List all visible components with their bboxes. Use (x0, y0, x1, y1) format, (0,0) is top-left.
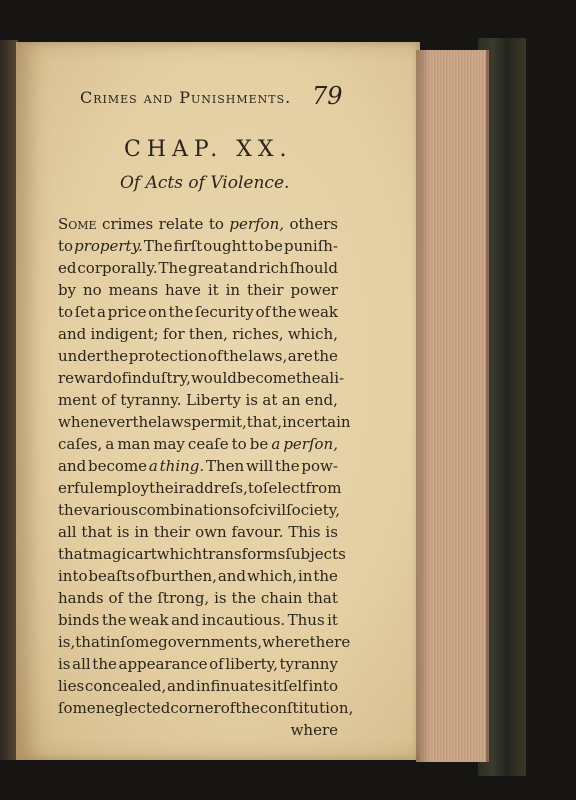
word: infinuates (196, 677, 272, 695)
word: of (207, 347, 223, 365)
word: art (134, 545, 157, 563)
word: may (153, 435, 185, 453)
word: This (288, 523, 321, 541)
word: the (313, 567, 338, 585)
word: ſome (120, 633, 159, 651)
word: binds (58, 611, 100, 629)
text-line (58, 345, 338, 367)
word: which, (287, 325, 338, 343)
word: which (156, 545, 203, 563)
word: the (275, 457, 300, 475)
word: crimes (102, 215, 154, 233)
word: The (158, 259, 188, 277)
word: ment (58, 391, 97, 409)
word: at (262, 391, 278, 409)
word: employ (94, 479, 150, 497)
word: become (88, 457, 148, 475)
text-line (58, 675, 338, 697)
word: ali- (320, 369, 345, 387)
word: from (305, 479, 342, 497)
word: and (58, 457, 87, 475)
word: rich (258, 259, 289, 277)
word: by (58, 281, 77, 299)
word: whenever (58, 413, 133, 431)
word: weak (298, 303, 338, 321)
word: all (72, 655, 91, 673)
word: the (295, 369, 321, 387)
word: the (313, 347, 338, 365)
text-line (58, 323, 338, 345)
word: addreſs, (185, 479, 248, 497)
word: of (136, 567, 151, 585)
word: the (92, 655, 117, 673)
word: then, (188, 325, 228, 343)
text-line (58, 301, 338, 323)
word: and (171, 611, 200, 629)
word: of (209, 655, 224, 673)
word: a (148, 457, 158, 475)
word: laws, (248, 347, 288, 365)
word: that (58, 545, 89, 563)
word: property. (74, 237, 143, 255)
word: to (208, 215, 224, 233)
word: of (108, 589, 124, 607)
word: erful (58, 479, 95, 497)
word: great (188, 259, 229, 277)
text-line (58, 543, 346, 565)
word: power (290, 281, 338, 299)
word: others (289, 215, 338, 233)
text-line (58, 499, 341, 521)
word: the (223, 347, 248, 365)
word: concealed, (84, 677, 167, 695)
word: civil (254, 501, 287, 519)
text-line (58, 433, 338, 455)
word: of (101, 391, 116, 409)
word: ought (203, 237, 248, 255)
word: for (162, 325, 185, 343)
word: Thus (287, 611, 325, 629)
running-head: Crimes and Punishments. (80, 88, 292, 107)
word: the (168, 303, 194, 321)
word: of (255, 303, 271, 321)
word: ſubjects (285, 545, 346, 563)
word: where (262, 633, 310, 651)
word: that, (246, 413, 283, 431)
word: the (127, 589, 153, 607)
word: their (149, 479, 186, 497)
word: Liberty (186, 391, 241, 409)
text-line (58, 697, 354, 719)
word: perſon, (283, 435, 338, 453)
word: is, (58, 633, 76, 651)
word: where (290, 721, 338, 739)
word: ſtrong, (157, 589, 210, 607)
word: a (105, 435, 115, 453)
word: of (220, 699, 236, 717)
word: it (327, 611, 338, 629)
word: neglected (95, 699, 171, 717)
word: that (75, 633, 106, 651)
word: Some (58, 215, 97, 233)
word: to (58, 303, 74, 321)
word: in (105, 633, 121, 651)
text-line (58, 257, 338, 279)
word: the (231, 589, 257, 607)
word: various (82, 501, 139, 519)
word: incautious. (201, 611, 286, 629)
word: an (281, 391, 301, 409)
word: chain (260, 589, 303, 607)
word: thing. (159, 457, 205, 475)
word: to (248, 237, 264, 255)
word: conſtitution, (259, 699, 354, 717)
word: on (148, 303, 167, 321)
word: corner (170, 699, 221, 717)
text-line (58, 719, 338, 741)
word: the (101, 611, 127, 629)
word: itſelf (272, 677, 308, 695)
word: laws (157, 413, 192, 431)
word: have (164, 281, 201, 299)
text-line (58, 653, 338, 675)
word: favour. (231, 523, 284, 541)
word: to (247, 479, 263, 497)
word: means (108, 281, 159, 299)
word: is (245, 391, 258, 409)
word: burthen, (151, 567, 217, 585)
word: magic (88, 545, 135, 563)
word: ſet (74, 303, 96, 321)
word: reward (58, 369, 113, 387)
word: would (190, 369, 237, 387)
word: there (309, 633, 351, 651)
word: induſtry, (127, 369, 191, 387)
word: in (297, 567, 313, 585)
word: hands (58, 589, 104, 607)
word: of (112, 369, 128, 387)
word: under (58, 347, 103, 365)
chapter-subtitle: Of Acts of Violence. (120, 173, 290, 193)
word: liberty, (225, 655, 278, 673)
word: and (167, 677, 196, 695)
word: into (308, 677, 338, 695)
word: the (132, 413, 158, 431)
word: ceaſe (187, 435, 229, 453)
word: protection (128, 347, 208, 365)
word: of (240, 501, 255, 519)
word: the (271, 303, 297, 321)
word: perfon, (229, 215, 285, 233)
word: ſhould (289, 259, 338, 277)
word: their (153, 523, 191, 541)
word: price (107, 303, 147, 321)
word: appearance (118, 655, 208, 673)
word: will (245, 457, 274, 475)
word: that (81, 523, 113, 541)
word: no (83, 281, 102, 299)
word: in (282, 413, 297, 431)
word: is (214, 589, 227, 607)
word: relate (158, 215, 204, 233)
word: end, (304, 391, 338, 409)
word: puniſh- (283, 237, 338, 255)
word: riches, (232, 325, 284, 343)
word: and (217, 567, 247, 585)
body-text (58, 213, 354, 741)
text-line (58, 609, 338, 631)
word: the (103, 347, 129, 365)
word: that (307, 589, 338, 607)
word: become (236, 369, 296, 387)
word: be (264, 237, 283, 255)
word: a (271, 435, 281, 453)
text-line (58, 235, 338, 257)
word: ſelect (262, 479, 306, 497)
word: and (58, 325, 87, 343)
word: into (58, 567, 88, 585)
word: and (229, 259, 258, 277)
word: pow- (301, 457, 338, 475)
text-line (58, 631, 351, 653)
word: to (231, 435, 247, 453)
word: be (249, 435, 269, 453)
chapter-title: CHAP. XX. (124, 137, 293, 162)
word: man (117, 435, 151, 453)
text-line (58, 411, 351, 433)
word: combinations (138, 501, 241, 519)
word: weak (128, 611, 169, 629)
word: ſome (58, 699, 96, 717)
word: tyranny (279, 655, 338, 673)
word: ſociety, (286, 501, 341, 519)
word: The (143, 237, 173, 255)
text-line (58, 477, 342, 499)
word: own (195, 523, 227, 541)
word: caſes, (58, 435, 103, 453)
word: a (96, 303, 106, 321)
word: Then (205, 457, 245, 475)
word: which, (246, 567, 298, 585)
page-number: 79 (312, 82, 343, 110)
page-edge-shadow (416, 50, 430, 762)
text-line (58, 389, 338, 411)
text-line (58, 587, 338, 609)
word: the (58, 501, 83, 519)
word: is (116, 523, 130, 541)
word: the (235, 699, 260, 717)
word: is (58, 655, 71, 673)
word: indigent; (90, 325, 159, 343)
word: it (207, 281, 219, 299)
word: ſecurity (194, 303, 254, 321)
word: governments, (158, 633, 263, 651)
word: certain (296, 413, 351, 431)
text-line (58, 521, 338, 543)
word: permit, (191, 413, 247, 431)
text-line (58, 367, 345, 389)
word: corporally. (77, 259, 158, 277)
text-line (58, 455, 338, 477)
text-line (58, 565, 338, 587)
text-line (58, 279, 338, 301)
word: tyranny. (120, 391, 182, 409)
word: firſt (173, 237, 203, 255)
text-line (58, 213, 338, 235)
word: is (325, 523, 338, 541)
word: in (225, 281, 241, 299)
word: ed (58, 259, 77, 277)
word: all (58, 523, 77, 541)
word: to (58, 237, 74, 255)
word: their (246, 281, 284, 299)
word: are (287, 347, 313, 365)
word: in (134, 523, 149, 541)
word: transforms (202, 545, 286, 563)
word: lies (58, 677, 85, 695)
word: beaſts (88, 567, 136, 585)
